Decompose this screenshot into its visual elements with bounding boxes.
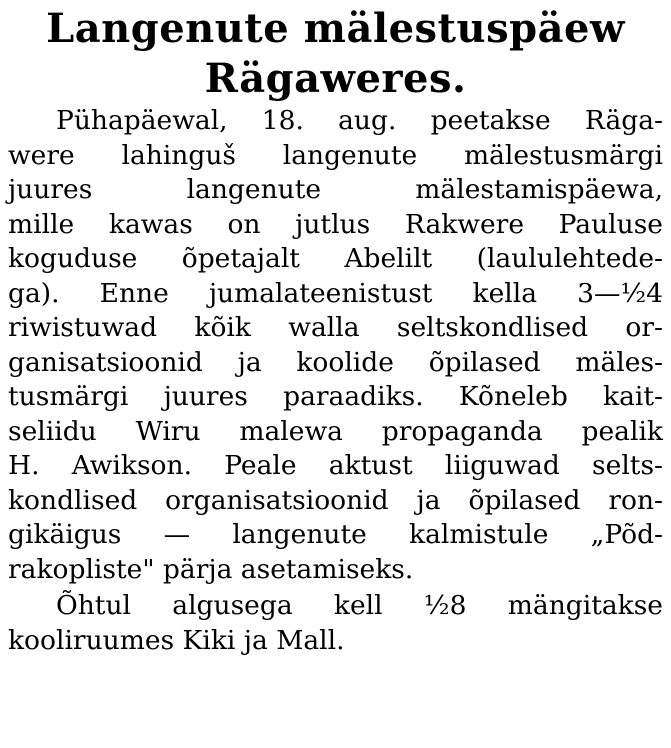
- text-line: gikäigus — langenute kalmistule „Põd-: [8, 519, 663, 550]
- headline-line-2: Rägaweres.: [204, 55, 467, 102]
- text-line: kondlised organisatsioonid ja õpilased ron-: [8, 484, 663, 516]
- text-line: ga). Enne jumalateenistust kella 3—½4: [8, 277, 663, 309]
- text-line: seliidu Wiru malewa propaganda pealik: [8, 415, 663, 447]
- article-paragraph-2: [8, 589, 663, 658]
- article-paragraph-1: [8, 104, 663, 587]
- article-headline: [8, 4, 663, 104]
- newspaper-article: [8, 4, 663, 658]
- text-line: koguduse õpetajalt Abelilt (laululehtede-: [8, 243, 663, 274]
- text-line: juures langenute mälestamispäewa,: [8, 174, 663, 205]
- text-line: mille kawas on jutlus Rakwere Pauluse: [8, 208, 663, 240]
- text-line: ganisatsioonid ja koolide õpilased mäles-: [8, 346, 663, 378]
- text-line: Õhtul algusega kell ½8 mängitakse: [56, 590, 663, 621]
- text-line: H. Awikson. Peale aktust liiguwad selts-: [8, 450, 663, 481]
- text-line: riwistuwad kõik walla seltskondlised or-: [8, 312, 663, 343]
- text-line: tusmärgi juures paraadiks. Kõneleb kait-: [8, 381, 663, 412]
- text-line: rakopliste" pärja asetamiseks.: [8, 553, 414, 585]
- text-line: Pühapäewal, 18. aug. peetakse Rägа-: [56, 105, 663, 136]
- text-line: kooliruumes Kiki ja Mall.: [8, 624, 345, 656]
- headline-line-1: Langenute mälestuspäew: [46, 5, 625, 52]
- text-line: were lahinguš langenute mälestusmärgi: [8, 139, 663, 171]
